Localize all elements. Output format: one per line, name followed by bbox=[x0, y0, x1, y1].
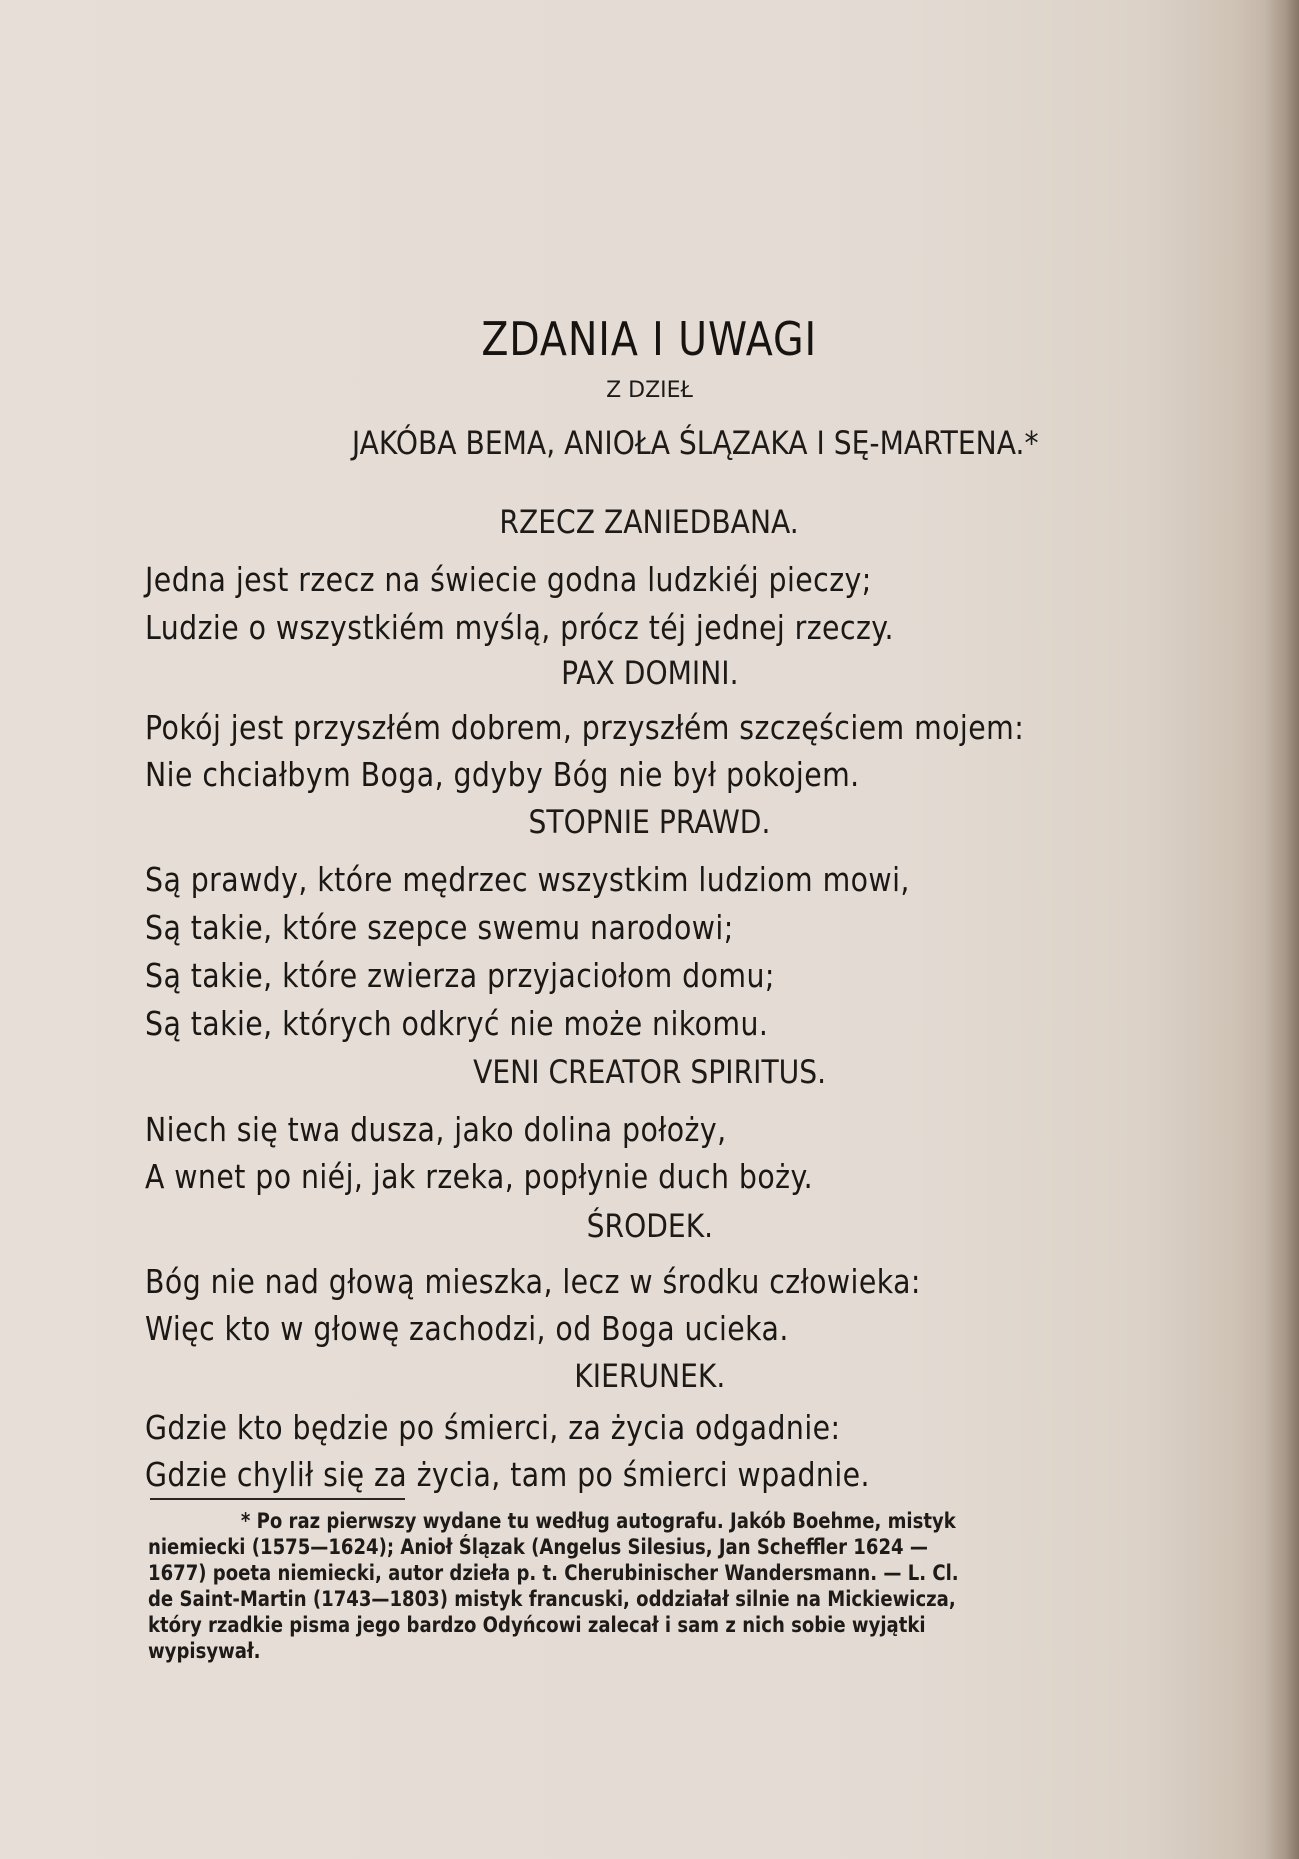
footnote-line: 1677) poeta niemiecki, autor dzieła p. t. Cherubinischer Wandersmann. — L. Cl. bbox=[148, 1561, 959, 1585]
page-subtitle: Z DZIEŁ bbox=[606, 378, 693, 403]
verse-line: Są takie, których odkryć nie może nikomu. bbox=[145, 1004, 769, 1043]
verse-line: Są prawdy, które mędrzec wszystkim ludziom mowi, bbox=[145, 860, 910, 899]
verse-line: Gdzie kto będzie po śmierci, za życia odgadnie: bbox=[145, 1408, 841, 1447]
verse-line: Gdzie chylił się za życia, tam po śmierci wpadnie. bbox=[145, 1455, 870, 1494]
section-title-rzecz-zaniedbana: RZECZ ZANIEDBANA. bbox=[499, 503, 800, 541]
section-title-kierunek: KIERUNEK. bbox=[573, 1357, 726, 1395]
authors-line: JAKÓBA BEMA, ANIOŁA ŚLĄZAKA I SĘ-MARTENA.* bbox=[351, 424, 1039, 462]
verse-line: Jedna jest rzecz na świecie godna ludzkiéj pieczy; bbox=[145, 560, 872, 599]
section-title-srodek: ŚRODEK. bbox=[586, 1207, 713, 1245]
verse-line: Więc kto w głowę zachodzi, od Boga ucieka. bbox=[145, 1309, 789, 1348]
footnote-divider bbox=[150, 1498, 405, 1500]
footnote-line: wypisywał. bbox=[148, 1639, 261, 1663]
page-title: ZDANIA I UWAGI bbox=[481, 312, 818, 366]
footnote bbox=[148, 1508, 1278, 1664]
footnote-line: niemiecki (1575—1624); Anioł Ślązak (Angelus Silesius, Jan Scheffler 1624 — bbox=[148, 1535, 928, 1559]
verse-line: Pokój jest przyszłém dobrem, przyszłém szczęściem mojem: bbox=[145, 708, 1025, 747]
verse-line: Ludzie o wszystkiém myślą, prócz téj jednej rzeczy. bbox=[145, 608, 894, 647]
verse-line: Bóg nie nad głową mieszka, lecz w środku człowieka: bbox=[145, 1262, 921, 1301]
footnote-line: * Po raz pierwszy wydane tu według autografu. Jakób Boehme, mistyk bbox=[240, 1509, 956, 1533]
section-title-stopnie-prawd: STOPNIE PRAWD. bbox=[528, 803, 771, 841]
verse-line: Są takie, które zwierza przyjaciołom domu; bbox=[145, 956, 775, 995]
verse-line: Niech się twa dusza, jako dolina położy, bbox=[145, 1110, 727, 1149]
footnote-line: który rzadkie pisma jego bardzo Odyńcowi zalecał i sam z nich sobie wyjątki bbox=[148, 1613, 926, 1637]
verse-line: Są takie, które szepce swemu narodowi; bbox=[145, 908, 734, 947]
section-title-pax-domini: PAX DOMINI. bbox=[560, 654, 739, 692]
section-title-veni-creator: VENI CREATOR SPIRITUS. bbox=[472, 1053, 827, 1091]
verse-line: A wnet po niéj, jak rzeka, popłynie duch boży. bbox=[145, 1157, 814, 1196]
footnote-line: de Saint-Martin (1743—1803) mistyk francuski, oddziałał silnie na Mickiewicza, bbox=[148, 1587, 956, 1611]
verse-line: Nie chciałbym Boga, gdyby Bóg nie był pokojem. bbox=[145, 755, 860, 794]
